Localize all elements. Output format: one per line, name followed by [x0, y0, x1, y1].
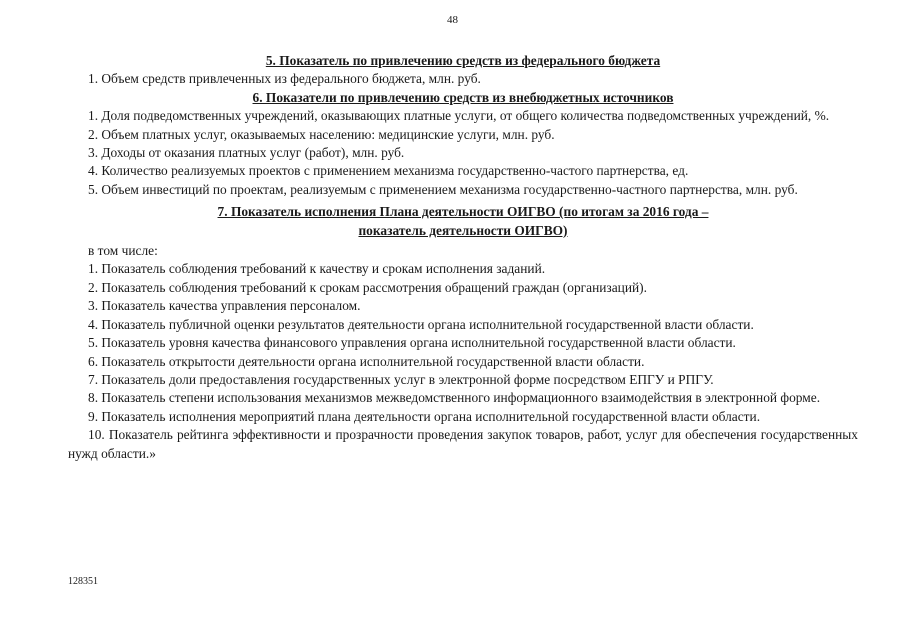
- section-5-heading: 5. Показатель по привлечению средств из федерального бюджета: [265, 53, 661, 68]
- section-7-item-4: 4. Показатель публичной оценки результатов деятельности органа исполнительной государственной власти области.: [88, 316, 754, 332]
- section-7-intro: в том числе:: [88, 243, 158, 259]
- section-7-item-6: 6. Показатель открытости деятельности органа исполнительной государственной власти области.: [88, 353, 645, 369]
- section-6-item-1: 1. Доля подведомственных учреждений, оказывающих платные услуги, от общего количества подведомственных учреждений, %.: [88, 108, 830, 124]
- section-6-item-4: 4. Количество реализуемых проектов с применением механизма государственно-частого партнерства, ед.: [88, 163, 689, 179]
- section-7-item-10: 10. Показатель рейтинга эффективности и прозрачности проведения закупок товаров, работ, услуг для обеспечения государственных нужд области.»: [68, 427, 858, 461]
- section-7-item-9: 9. Показатель исполнения мероприятий плана деятельности органа исполнительной государственной власти области.: [88, 408, 761, 424]
- section-6-heading: 6. Показатели по привлечению средств из внебюджетных источников: [252, 89, 674, 105]
- document-code: 128351: [68, 576, 98, 587]
- section-7-heading-line-2: показатель деятельности ОИГВО): [358, 222, 568, 238]
- section-5-item-1: 1. Объем средств привлеченных из федерального бюджета, млн. руб.: [88, 71, 481, 87]
- document-body: [68, 50, 858, 463]
- section-7-item-8: 8. Показатель степени использования механизмов межведомственного информационного взаимодействия в электронной форме.: [88, 390, 821, 406]
- section-6-item-5: 5. Объем инвестиций по проектам, реализуемым с применением механизма государственно-частного партнерства, млн. руб.: [88, 181, 798, 197]
- section-7-item-3: 3. Показатель качества управления персоналом.: [88, 298, 361, 314]
- section-7-item-2: 2. Показатель соблюдения требований к срокам рассмотрения обращений граждан (организаций).: [88, 279, 647, 295]
- section-7-heading-line-1: 7. Показатель исполнения Плана деятельности ОИГВО (по итогам за 2016 года –: [217, 204, 709, 220]
- section-7-item-5: 5. Показатель уровня качества финансового управления органа исполнительной государственной власти области.: [88, 335, 736, 351]
- section-6-item-3: 3. Доходы от оказания платных услуг (работ), млн. руб.: [88, 145, 405, 161]
- section-7-item-1: 1. Показатель соблюдения требований к качеству и срокам исполнения заданий.: [88, 261, 546, 277]
- section-6-item-2: 2. Объем платных услуг, оказываемых населению: медицинские услуги, млн. руб.: [88, 126, 555, 142]
- page-number: 48: [447, 14, 458, 26]
- section-7-item-7: 7. Показатель доли предоставления государственных услуг в электронной форме посредством ЕПГУ и РПГУ.: [88, 371, 714, 387]
